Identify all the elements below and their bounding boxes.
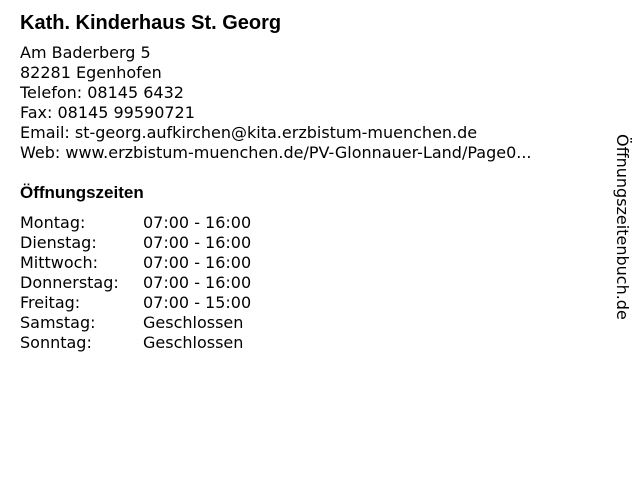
- time-value: 07:00 - 16:00: [143, 273, 252, 292]
- fax-line: Fax: 08145 99590721: [20, 103, 195, 122]
- day-label: Dienstag:: [20, 233, 97, 252]
- time-value: Geschlossen: [143, 333, 244, 352]
- opening-hours-table: [20, 213, 251, 353]
- day-label: Samstag:: [20, 313, 96, 332]
- time-value: 07:00 - 16:00: [143, 213, 252, 232]
- hours-row-thursday: [20, 273, 251, 293]
- day-label: Mittwoch:: [20, 253, 98, 272]
- opening-hours-heading: Öffnungszeiten: [20, 183, 144, 202]
- time-value: 07:00 - 16:00: [143, 253, 252, 272]
- hours-row-saturday: [20, 313, 251, 333]
- address-street: Am Baderberg 5: [20, 43, 151, 62]
- time-value: 07:00 - 15:00: [143, 293, 252, 312]
- place-title: Kath. Kinderhaus St. Georg: [20, 12, 282, 34]
- hours-row-wednesday: [20, 253, 251, 273]
- hours-row-sunday: [20, 333, 251, 353]
- day-label: Donnerstag:: [20, 273, 119, 292]
- email-line: Email: st-georg.aufkirchen@kita.erzbistum-muenchen.de: [20, 123, 478, 142]
- time-value: 07:00 - 16:00: [143, 233, 252, 252]
- contact-block: [20, 43, 532, 163]
- site-brand-vertical: Öffnungszeitenbuch.de: [613, 134, 632, 320]
- day-label: Sonntag:: [20, 333, 92, 352]
- hours-row-friday: [20, 293, 251, 313]
- hours-row-monday: [20, 213, 251, 233]
- time-value: Geschlossen: [143, 313, 244, 332]
- day-label: Montag:: [20, 213, 86, 232]
- day-label: Freitag:: [20, 293, 81, 312]
- address-city: 82281 Egenhofen: [20, 63, 162, 82]
- hours-row-tuesday: [20, 233, 251, 253]
- web-line: Web: www.erzbistum-muenchen.de/PV-Glonnauer-Land/Page0...: [20, 143, 532, 162]
- phone-line: Telefon: 08145 6432: [20, 83, 184, 102]
